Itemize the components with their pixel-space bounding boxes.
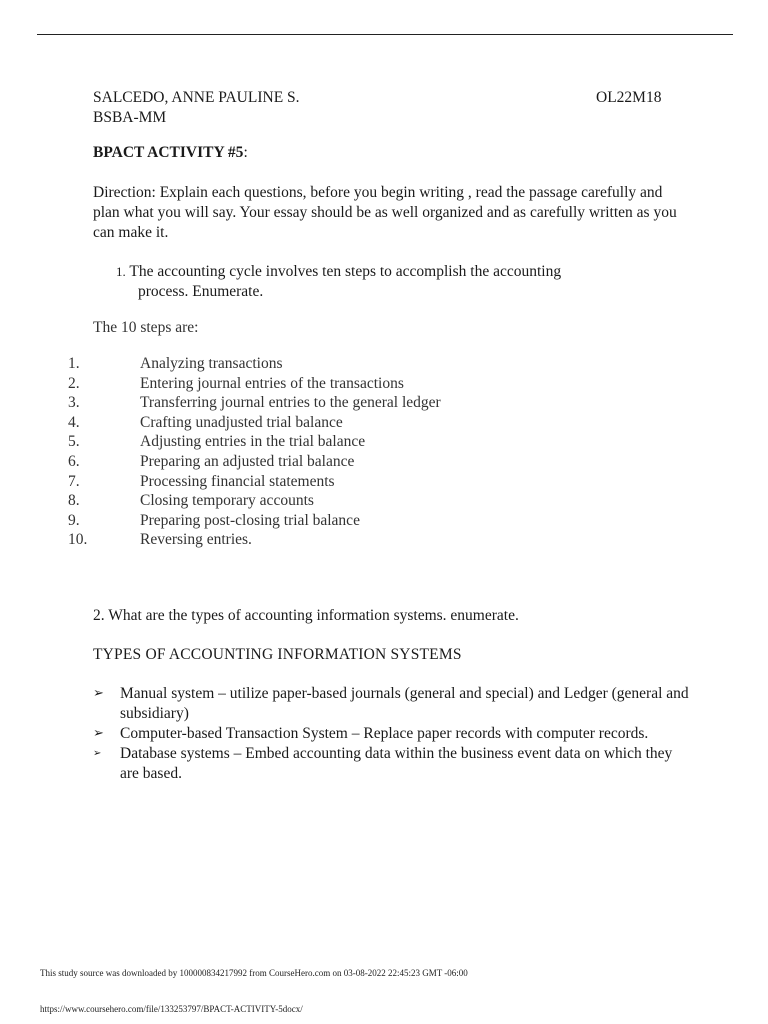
type-text: Manual system – utilize paper-based journals (general and special) and Ledger (general and subsidiary) — [120, 685, 689, 722]
step-number: 6. — [68, 452, 80, 470]
step-number: 5. — [68, 433, 80, 451]
step-number: 10. — [68, 531, 88, 549]
program-name: BSBA-MM — [93, 109, 167, 126]
step-text: Processing financial statements — [140, 472, 335, 490]
list-item — [68, 374, 441, 394]
step-number: 8. — [68, 492, 80, 510]
steps-list — [68, 354, 441, 550]
arrowhead-bullet-icon: ➢ — [93, 748, 102, 759]
list-item — [68, 530, 441, 550]
question-2: 2. What are the types of accounting information systems. enumerate. — [93, 607, 519, 624]
top-divider — [37, 34, 733, 35]
activity-title: BPACT ACTIVITY #5 — [93, 144, 244, 161]
step-number: 9. — [68, 511, 80, 529]
step-text: Preparing post-closing trial balance — [140, 511, 360, 529]
step-number: 4. — [68, 413, 80, 431]
download-notice: This study source was downloaded by 100000834217992 from CourseHero.com on 03-08-2022 22:45:23 GMT -06:00 — [40, 968, 468, 978]
step-number: 7. — [68, 472, 80, 490]
step-number: 1. — [68, 355, 80, 372]
step-text: Transferring journal entries to the general ledger — [140, 394, 441, 412]
list-item — [93, 744, 693, 784]
arrowhead-bullet-icon: ➢ — [93, 726, 104, 741]
type-text: Computer-based Transaction System – Replace paper records with computer records. — [120, 725, 649, 742]
step-text: Entering journal entries of the transactions — [140, 374, 404, 392]
step-text: Closing temporary accounts — [140, 492, 314, 510]
arrowhead-bullet-icon: ➢ — [93, 686, 104, 701]
list-item — [68, 393, 441, 413]
type-text: Database systems – Embed accounting data within the business event data on which they are based. — [120, 745, 673, 782]
step-text: Adjusting entries in the trial balance — [140, 433, 366, 451]
list-item — [68, 432, 441, 452]
section-code: OL22M18 — [596, 89, 662, 106]
steps-intro: The 10 steps are: — [93, 319, 199, 336]
direction-paragraph: Direction: Explain each questions, before you begin writing , read the passage carefully and plan what you will say. Your essay should be as well organized and as carefully written as you can make it. — [93, 184, 677, 241]
activity-heading — [93, 143, 248, 163]
list-item — [93, 724, 693, 744]
step-text: Preparing an adjusted trial balance — [140, 452, 355, 470]
source-url: https://www.coursehero.com/file/133253797/BPACT-ACTIVITY-5docx/ — [40, 1004, 303, 1014]
step-text: Crafting unadjusted trial balance — [140, 413, 343, 431]
types-heading: TYPES OF ACCOUNTING INFORMATION SYSTEMS — [93, 646, 462, 663]
student-name: SALCEDO, ANNE PAULINE S. — [93, 89, 300, 106]
question-1 — [116, 262, 676, 302]
step-number: 2. — [68, 374, 80, 392]
list-item — [93, 684, 693, 724]
question-1-text-line2: process. Enumerate. — [138, 283, 264, 300]
list-item — [68, 413, 441, 433]
list-item — [68, 511, 441, 531]
activity-colon: : — [243, 144, 248, 161]
step-text: Reversing entries. — [140, 531, 252, 549]
list-item — [68, 452, 441, 472]
list-item — [68, 472, 441, 492]
step-text: Analyzing transactions — [140, 355, 283, 372]
types-list — [93, 684, 693, 784]
question-1-number: 1. — [116, 264, 126, 279]
list-item — [68, 491, 441, 511]
list-item — [68, 354, 441, 374]
question-1-text-line1: The accounting cycle involves ten steps to accomplish the accounting — [129, 263, 562, 280]
step-number: 3. — [68, 394, 80, 412]
